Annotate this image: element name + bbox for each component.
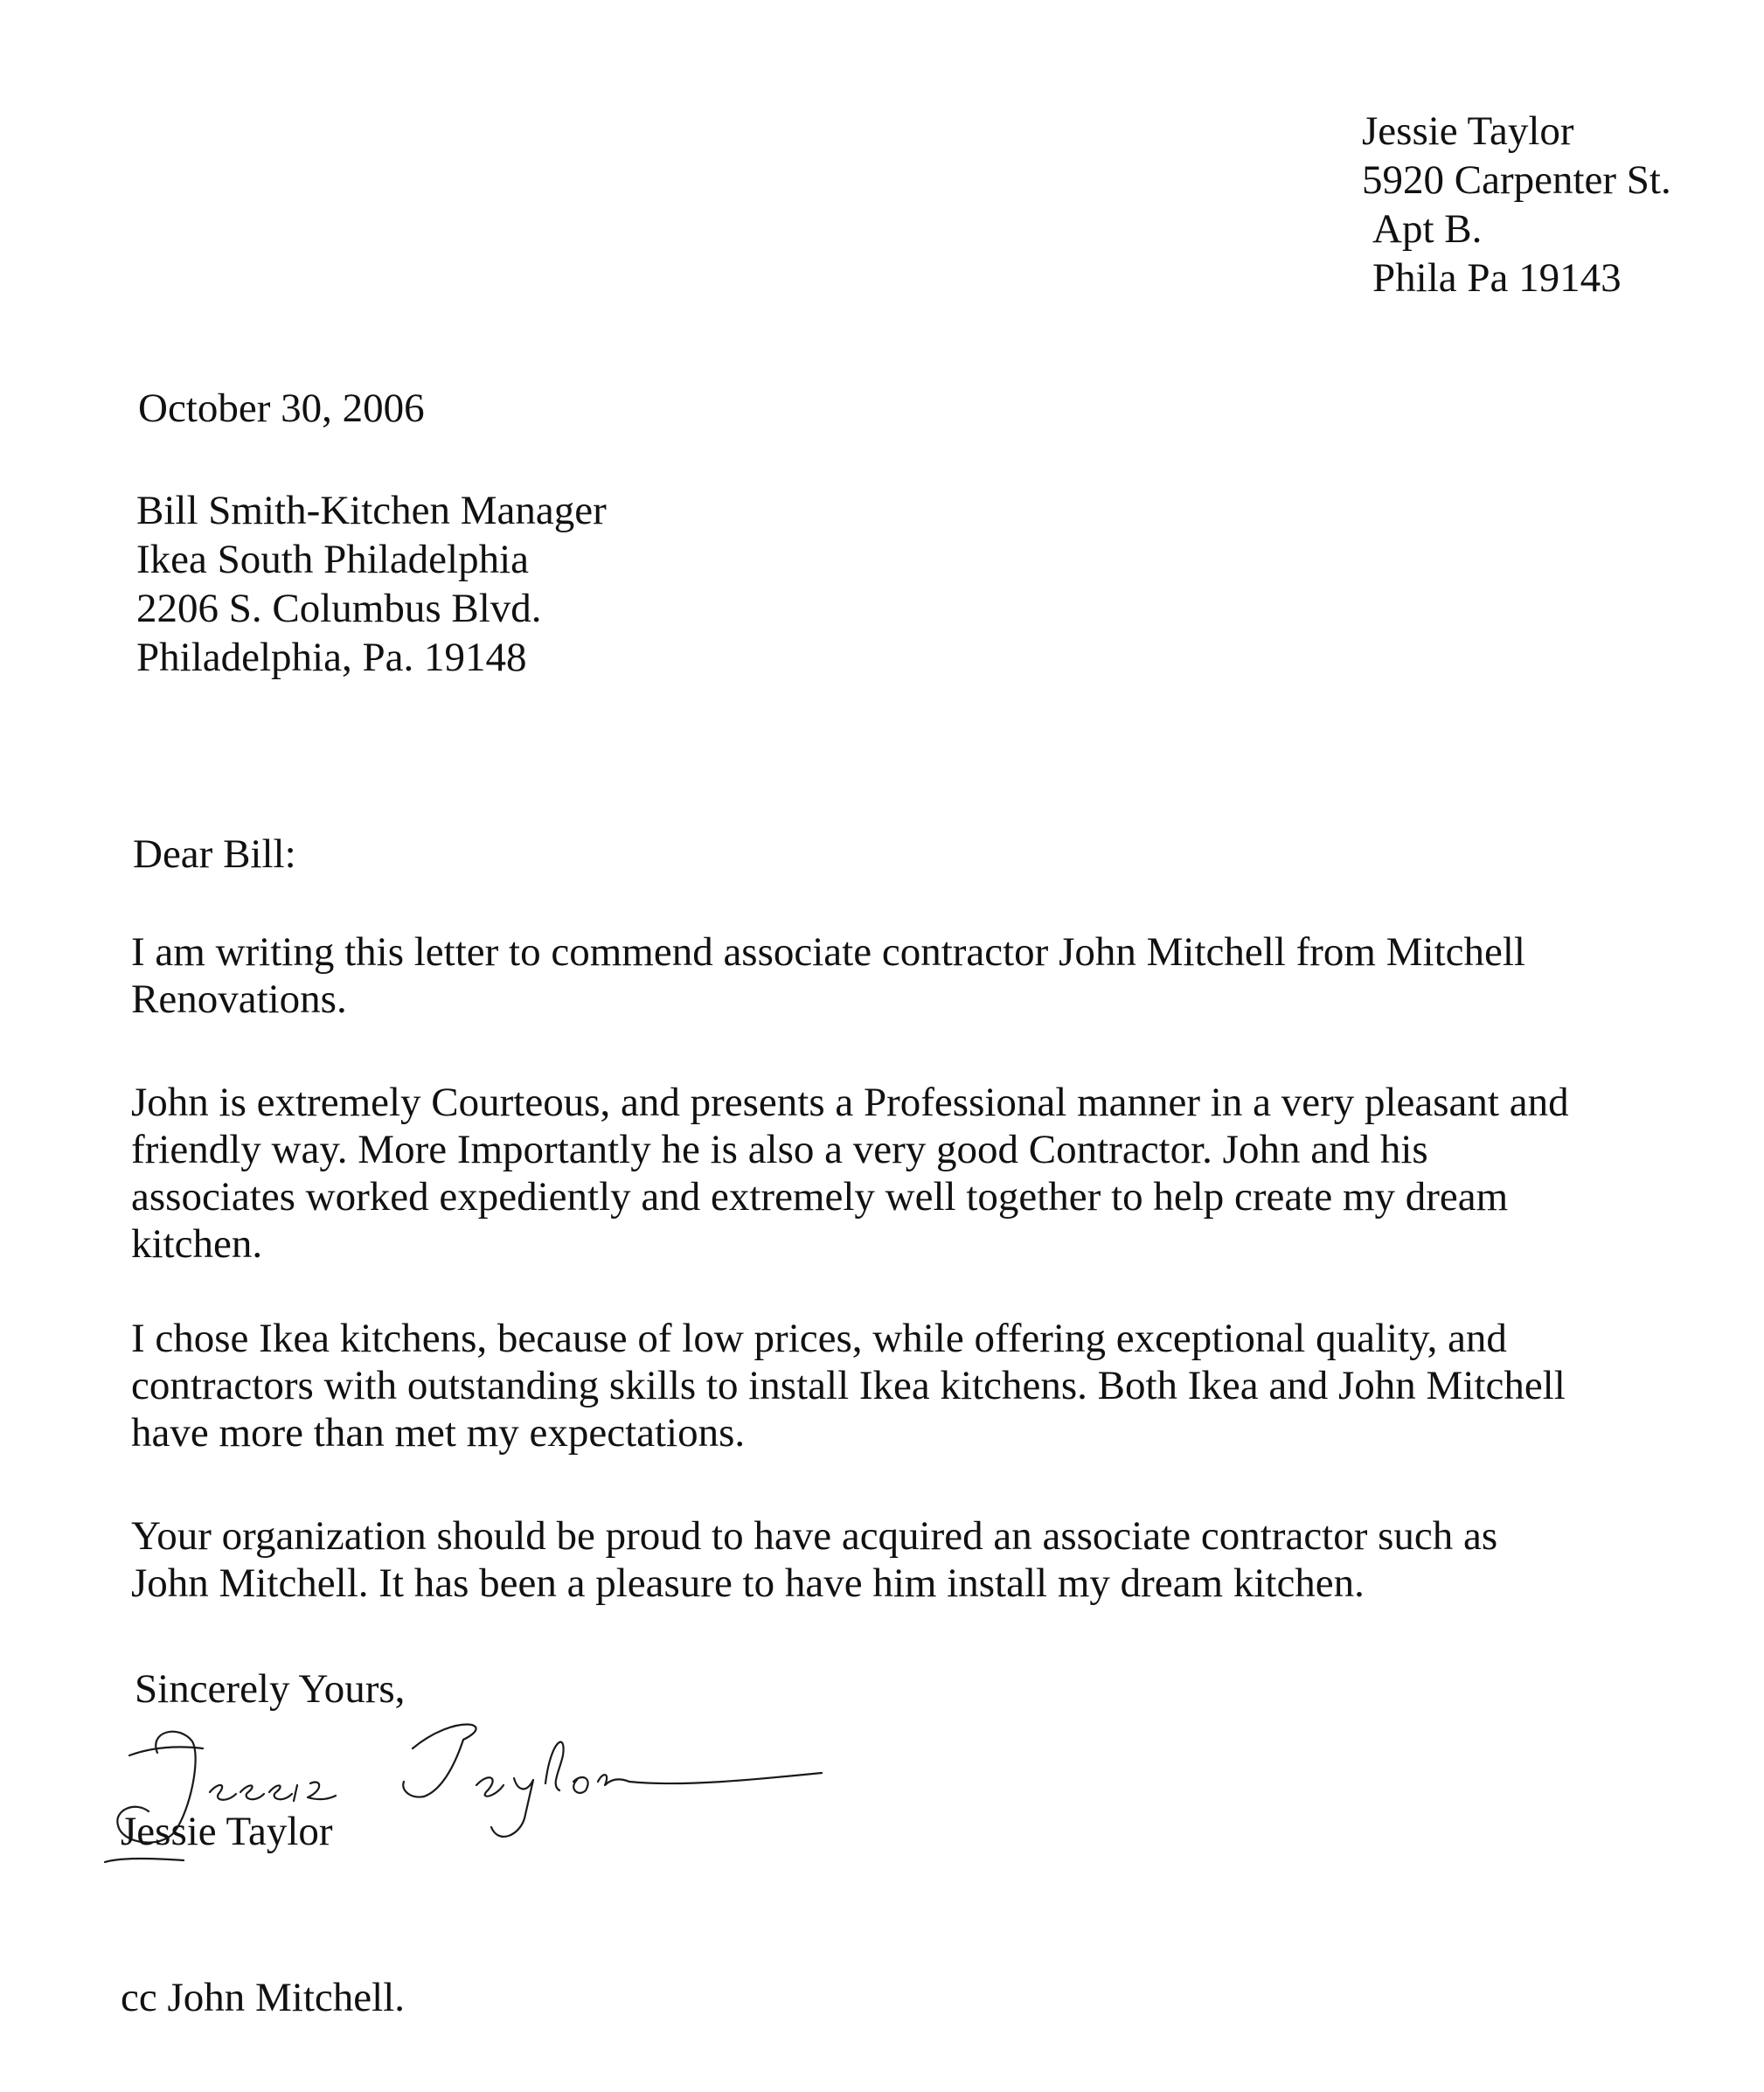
paragraph-line: Renovations. — [131, 976, 347, 1022]
paragraph-line: John Mitchell. It has been a pleasure to have him install my dream kitchen. — [131, 1560, 1365, 1606]
recipient-company: Ikea South Philadelphia — [136, 537, 530, 582]
paragraph-1 — [131, 928, 1687, 1023]
paragraph-line: associates worked expediently and extremely well together to help create my dream — [131, 1174, 1509, 1220]
recipient-street: 2206 S. Columbus Blvd. — [136, 586, 542, 631]
sender-street: 5920 Carpenter St. — [1362, 157, 1671, 203]
sender-address — [1362, 107, 1671, 302]
recipient-name-title: Bill Smith-Kitchen Manager — [136, 488, 607, 533]
paragraph-3 — [131, 1315, 1687, 1456]
sender-name: Jessie Taylor — [1362, 108, 1574, 154]
cc-line: cc John Mitchell. — [121, 1975, 406, 2020]
closing: Sincerely Yours, — [135, 1666, 406, 1712]
letter-date: October 30, 2006 — [138, 386, 425, 431]
paragraph-line: I chose Ikea kitchens, because of low prices, while offering exceptional quality, and — [131, 1316, 1507, 1361]
sender-city: Phila Pa 19143 — [1372, 255, 1622, 301]
recipient-address — [136, 486, 607, 682]
salutation: Dear Bill: — [133, 831, 296, 877]
sender-unit: Apt B. — [1372, 206, 1483, 252]
paragraph-2 — [131, 1079, 1687, 1268]
paragraph-4 — [131, 1512, 1687, 1607]
paragraph-line: John is extremely Courteous, and presents a Professional manner in a very pleasant and — [131, 1080, 1569, 1125]
paragraph-line: friendly way. More Importantly he is also a very good Contractor. John and his — [131, 1127, 1428, 1172]
paragraph-line: I am writing this letter to commend associate contractor John Mitchell from Mitchell — [131, 929, 1525, 975]
handwritten-signature — [87, 1687, 944, 1888]
paragraph-line: have more than met my expectations. — [131, 1410, 746, 1456]
paragraph-line: kitchen. — [131, 1221, 263, 1267]
paragraph-line: Your organization should be proud to have acquired an associate contractor such as — [131, 1513, 1498, 1559]
typed-signer-name: Jessie Taylor — [121, 1809, 333, 1854]
recipient-city: Philadelphia, Pa. 19148 — [136, 635, 527, 680]
paragraph-line: contractors with outstanding skills to install Ikea kitchens. Both Ikea and John Mitchell — [131, 1363, 1566, 1408]
